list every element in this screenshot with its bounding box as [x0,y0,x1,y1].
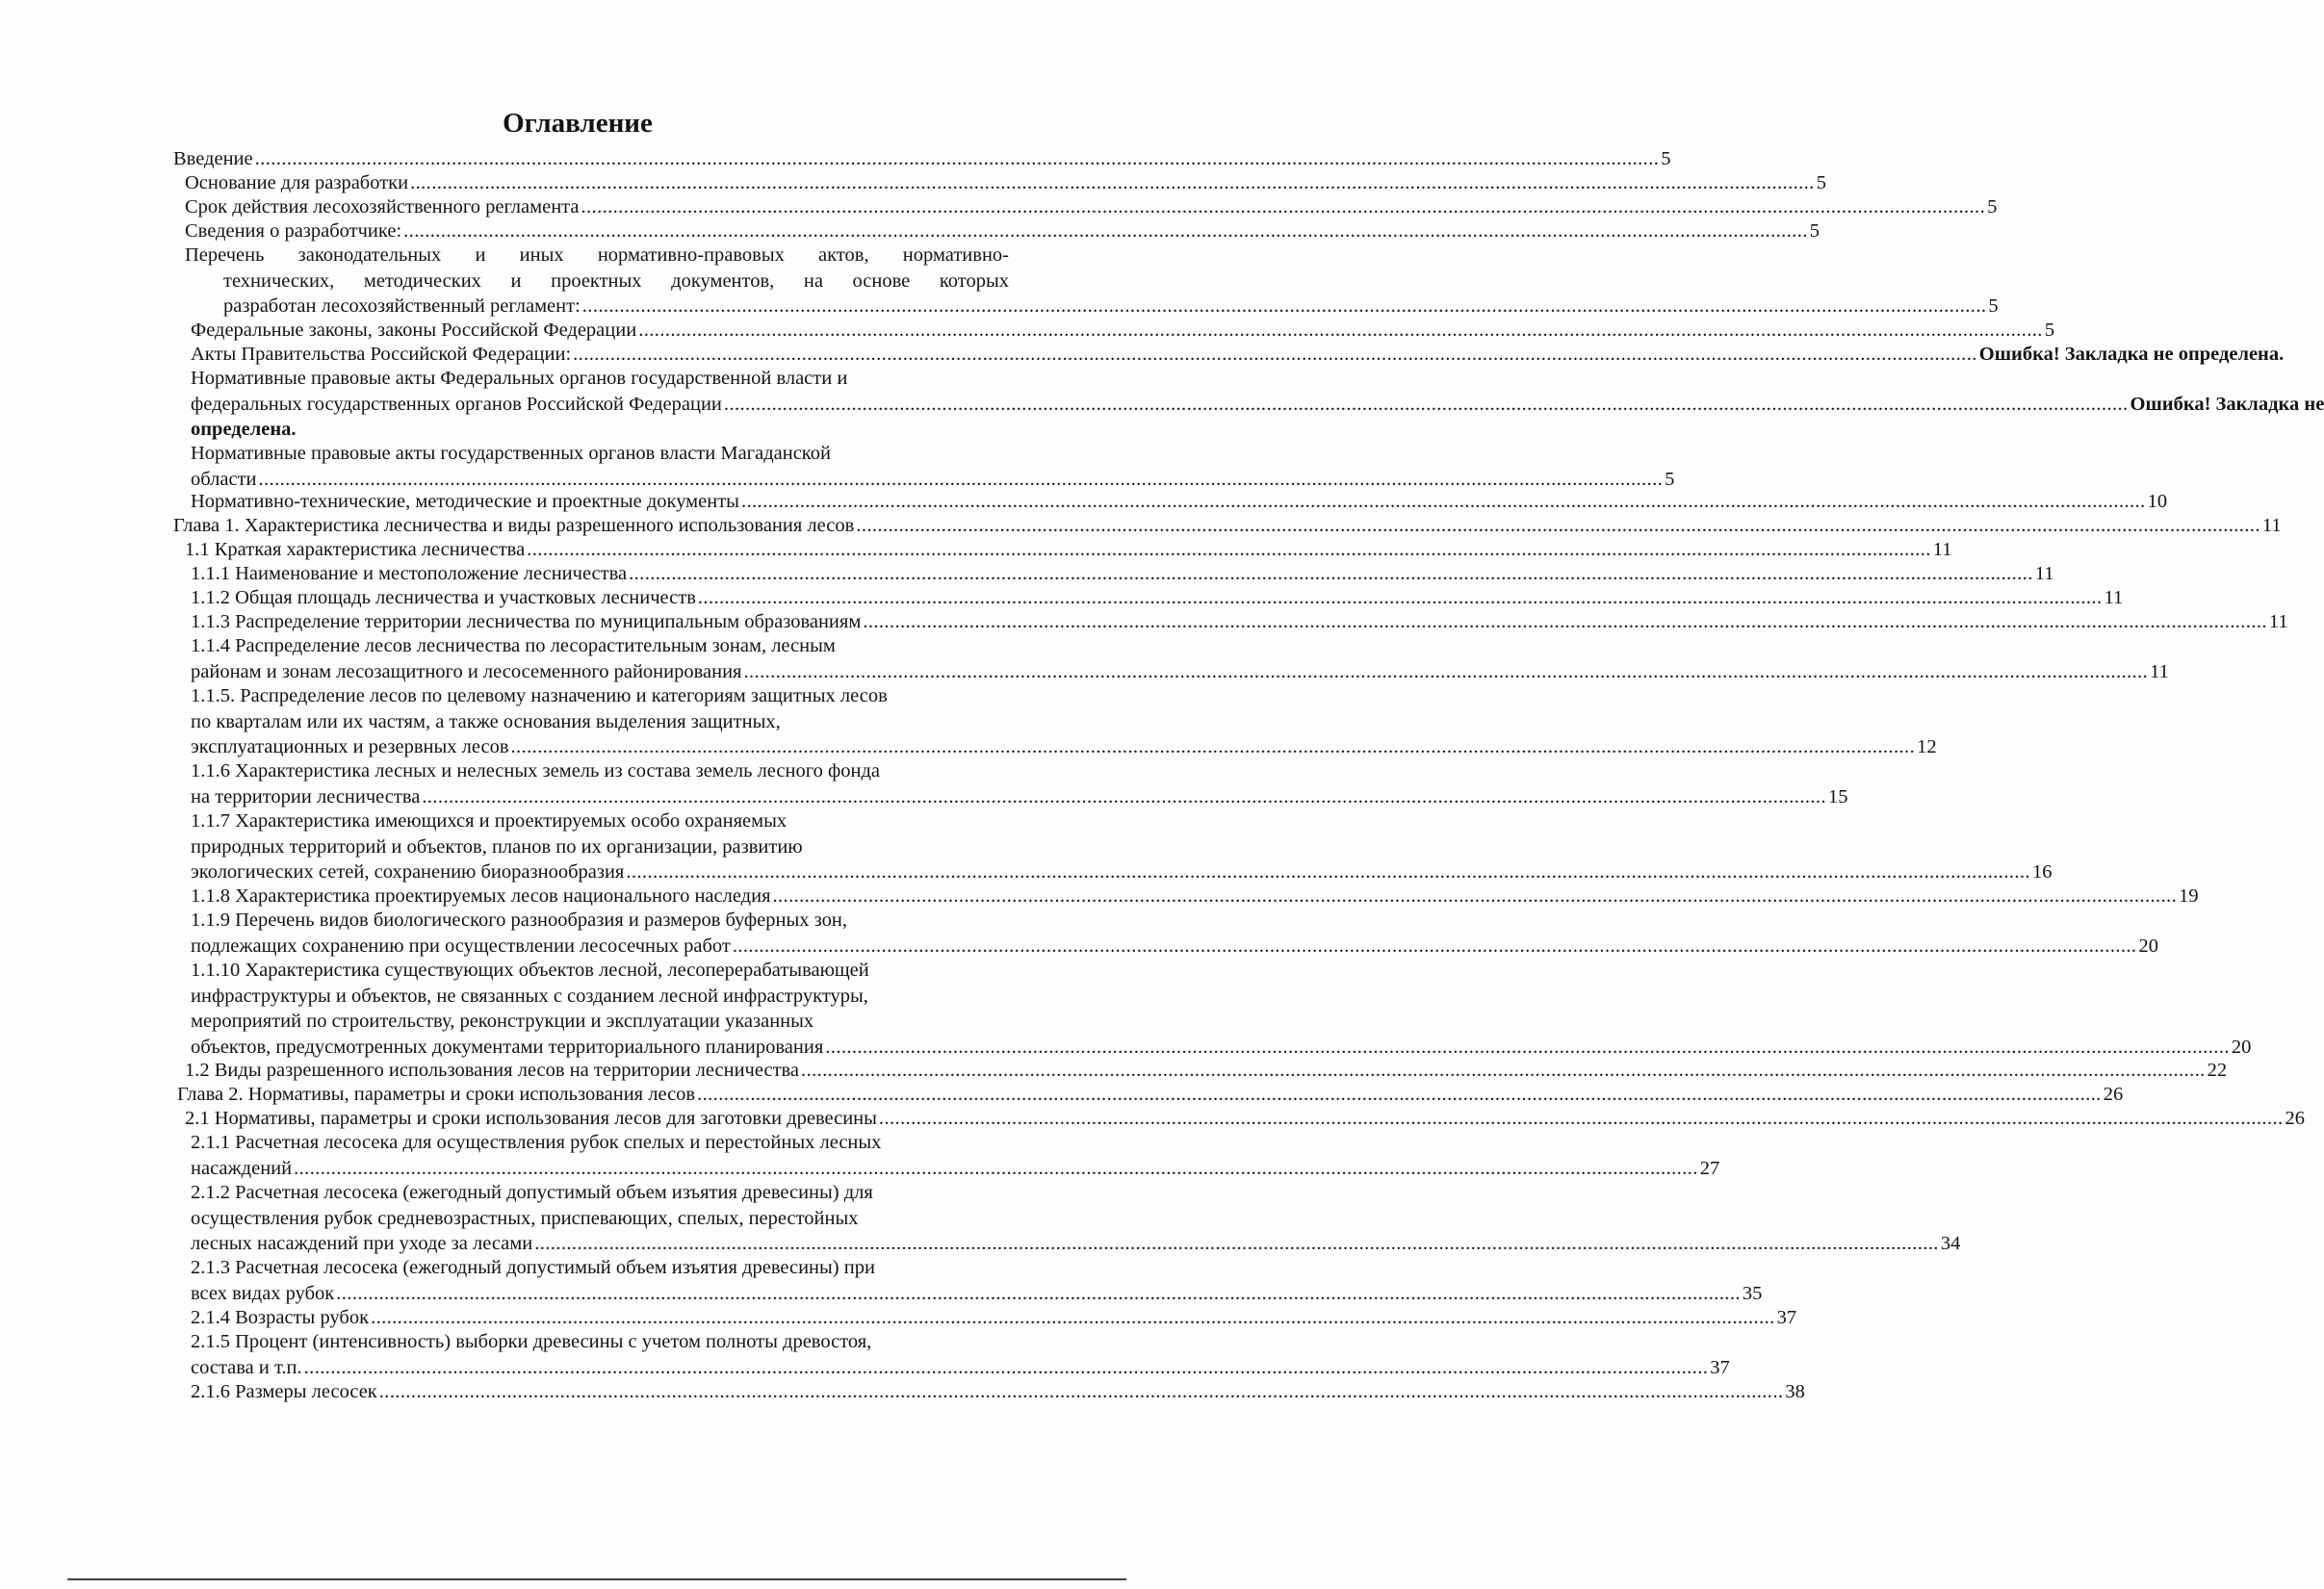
dot-leader [379,1379,1784,1405]
toc-entry-title: насаждений [191,1157,293,1179]
dot-leader [773,884,2178,910]
dot-leader [294,1156,1698,1182]
toc-page-number: 11 [1932,539,1952,560]
toc-entry[interactable] [191,808,2053,885]
toc-entry-line: 1.1.6 Характеристика лесных и нелесных земель из состава земель лесного фонда [191,760,881,782]
dot-leader [581,194,1986,220]
toc-page-number: 5 [1809,220,1820,242]
dot-leader [629,561,2033,587]
toc-page-number: 5 [1816,172,1826,193]
toc-entry[interactable] [191,1329,1730,1380]
toc-page-number: 11 [2104,587,2124,608]
toc-entry-title: федеральных государственных органов Российской Федерации [191,393,722,415]
toc-page-number: 5 [1987,196,1998,218]
dot-leader [336,1281,1741,1307]
toc-entry-title: Федеральные законы, законы Российской Федерации [191,320,637,341]
toc-entry-title: всех видах рубок [191,1282,335,1304]
toc-entry[interactable] [191,884,2199,910]
toc-entry-title: Глава 2. Нормативы, параметры и сроки использования лесов [177,1084,696,1105]
toc-page-number: 37 [1776,1307,1797,1328]
toc-page-number: 38 [1785,1381,1805,1402]
dot-leader [626,859,2030,885]
toc-page-number: 27 [1699,1157,1720,1179]
toc-entry[interactable] [173,146,1671,172]
toc-entry[interactable] [191,1180,1961,1257]
toc-entry[interactable] [185,170,1826,196]
toc-page-number: Ошибка! Закладка не [2130,393,2324,415]
toc-page-number: 20 [2138,935,2158,957]
toc-page-number: 11 [2268,611,2288,632]
toc-entry[interactable] [191,1255,1763,1306]
toc-entry-title: области [191,468,257,490]
toc-entry-title: Глава 1. Характеристика лесничества и виды разрешенного использования лесов [173,515,855,536]
dot-leader [724,392,2129,418]
toc-entry-title: 1.1.3 Распределение территории лесничества по муниципальным образованиям [191,611,862,632]
toc-entry-title: 1.1.8 Характеристика проектируемых лесов национального наследия [191,885,771,907]
toc-page-number: 11 [2034,563,2054,584]
dot-leader [527,537,1931,563]
dot-leader [733,934,2137,960]
toc-entry-title: объектов, предусмотренных документами территориального планирования [191,1036,824,1058]
dot-leader [863,609,2267,635]
toc-entry[interactable] [191,1305,1797,1331]
toc-entry[interactable] [191,318,2055,344]
toc-entry[interactable] [185,1106,2306,1132]
dot-leader [371,1305,1775,1331]
toc-page-number: 22 [2207,1060,2228,1081]
toc-page-number: 5 [2044,320,2055,341]
toc-page-number: 26 [2103,1084,2124,1105]
dot-leader [410,170,1815,196]
toc-entry[interactable] [185,537,1952,563]
toc-entry-line: 1.1.4 Распределение лесов лесничества по лесорастительным зонам, лесным [191,635,836,656]
toc-entry-title: 1.1 Краткая характеристика лесничества [185,539,526,560]
toc-entry-title: подлежащих сохранению при осуществлении лесосечных работ [191,935,731,957]
toc-page-number: 16 [2031,861,2053,883]
toc-page-number: Ошибка! Закладка не определена. [1978,344,2285,365]
toc-entry-title: 2.1.6 Размеры лесосек [191,1381,377,1402]
bottom-divider [67,1578,1126,1580]
toc-entry-line: по кварталам или их частям, а также основания выделения защитных, [191,710,781,732]
toc-entry-title: 2.1.4 Возрасты рубок [191,1307,370,1328]
toc-entry-title: Основание для разработки [185,172,409,193]
toc-entry[interactable] [177,1082,2124,1108]
dot-leader [825,1035,2230,1061]
toc-page-number: 37 [1710,1356,1730,1378]
toc-entry-line: 1.1.10 Характеристика существующих объектов лесной, лесоперерабатывающей [191,960,869,981]
toc-page-number: 19 [2179,885,2199,907]
toc-entry-title: 1.1.2 Общая площадь лесничества и участковых лесничеств [191,587,696,608]
toc-entry[interactable] [191,958,2252,1060]
toc-page-number: 12 [1917,736,1937,757]
dot-leader [856,513,2260,539]
dot-leader [638,318,2043,344]
toc-entry-line: инфраструктуры и объектов, не связанных с созданием лесной инфраструктуры, [191,985,868,1007]
toc-entry-title: 2.1 Нормативы, параметры и сроки использования лесов для заготовки древесины [185,1108,877,1129]
dot-leader [534,1231,1939,1257]
toc-entry-title: 1.2 Виды разрешенного использования лесов на территории лесничества [185,1060,800,1081]
toc-entry-line: природных территорий и объектов, планов по их организации, развитию [191,835,803,858]
toc-entry-line: 2.1.5 Процент (интенсивность) выборки древесины с учетом полноты древостоя, [191,1331,872,1352]
toc-entry-title: Акты Правительства Российской Федерации: [191,344,572,365]
toc-entry-title: на территории лесничества [191,785,421,807]
dot-leader [744,659,2149,685]
toc-entry[interactable] [191,585,2124,611]
toc-page-number: 11 [2150,660,2169,682]
toc-entry[interactable] [191,1130,1720,1181]
dot-leader [879,1106,2284,1132]
toc-entry-title: Нормативно-технические, методические и проектные документы [191,491,739,512]
toc-page-number: 35 [1742,1282,1763,1304]
dot-leader [403,218,1808,244]
toc-entry[interactable] [191,489,2168,515]
toc-entry[interactable] [185,243,1999,320]
toc-entry[interactable] [191,441,1675,492]
dot-leader [304,1355,1709,1381]
toc-entry-line: Нормативные правовые акты Федеральных органов государственной власти и [191,368,848,389]
toc-entry[interactable] [191,908,2158,959]
toc-entry-line: Перечень законодательных и иных нормативно-правовых актов, нормативно- [185,244,1009,266]
toc-page-number: 5 [1988,295,1999,317]
toc-entry[interactable] [191,1379,1805,1405]
toc-entry-title: разработан лесохозяйственный регламент: [223,295,581,317]
dot-leader [801,1058,2206,1084]
toc-page-number: 26 [2285,1108,2306,1129]
toc-entry-line: 2.1.2 Расчетная лесосека (ежегодный допустимый объем изъятия древесины) для [191,1182,873,1203]
dot-leader [582,294,1987,320]
page-title: Оглавление [503,108,653,139]
toc-entry[interactable] [191,683,1937,760]
toc-entry[interactable] [185,194,1998,220]
toc-entry-line: 1.1.5. Распределение лесов по целевому назначению и категориям защитных лесов [191,685,888,706]
toc-page-number: 34 [1940,1233,1961,1254]
toc-entry-title: эксплуатационных и резервных лесов [191,736,509,757]
toc-entry[interactable] [185,218,1820,244]
toc-entry[interactable] [191,633,2169,684]
toc-entry-line: 1.1.7 Характеристика имеющихся и проектируемых особо охраняемых [191,810,788,832]
dot-leader [422,784,1826,810]
dot-leader [697,1082,2102,1108]
toc-entry-line: 2.1.1 Расчетная лесосека для осуществления рубок спелых и перестойных лесных [191,1132,882,1153]
dot-leader [573,342,1977,368]
dot-leader [511,734,1916,760]
toc-page-number: 15 [1827,785,1848,807]
toc-entry[interactable] [191,561,2054,587]
toc-entry[interactable] [173,513,2282,539]
toc-entry-title: районам и зонам лесозащитного и лесосеменного районирования [191,660,742,682]
toc-entry[interactable] [191,342,2285,368]
toc-entry-title: состава и т.п. [191,1356,302,1378]
toc-entry-line: мероприятий по строительству, реконструкции и эксплуатации указанных [191,1011,814,1032]
toc-page-number: 5 [1661,148,1671,169]
toc-entry-line: Нормативные правовые акты государственных органов власти Магаданской [191,443,831,464]
dot-leader [741,489,2146,515]
toc-entry-title: лесных насаждений при уходе за лесами [191,1233,533,1254]
dot-leader [698,585,2103,611]
toc-page-number: 11 [2261,515,2282,536]
toc-entry[interactable] [191,366,2324,443]
toc-entry[interactable] [191,609,2288,635]
toc-entry-title: Введение [173,148,253,169]
toc-entry-line: 2.1.3 Расчетная лесосека (ежегодный допустимый объем изъятия древесины) при [191,1257,875,1278]
toc-entry-title: экологических сетей, сохранению биоразнообразия [191,861,625,883]
toc-entry-title: 1.1.1 Наименование и местоположение лесничества [191,563,628,584]
toc-entry-line: осуществления рубок средневозрастных, приспевающих, спелых, перестойных [191,1207,859,1229]
toc-entry[interactable] [185,1058,2228,1084]
toc-error-tail: определена. [191,419,297,440]
toc-entry-title: Срок действия лесохозяйственного регламента [185,196,580,218]
toc-entry-line: технических, методических и проектных документов, на основе которых [223,269,1009,292]
dot-leader [255,146,1660,172]
toc-entry-title: Сведения о разработчике: [185,220,402,242]
toc-page-number: 10 [2147,491,2168,512]
toc-page-number: 5 [1665,468,1675,490]
toc-entry[interactable] [191,758,1848,809]
toc-entry-line: 1.1.9 Перечень видов биологического разнообразия и размеров буферных зон, [191,910,847,931]
toc-page-number: 20 [2231,1036,2252,1058]
